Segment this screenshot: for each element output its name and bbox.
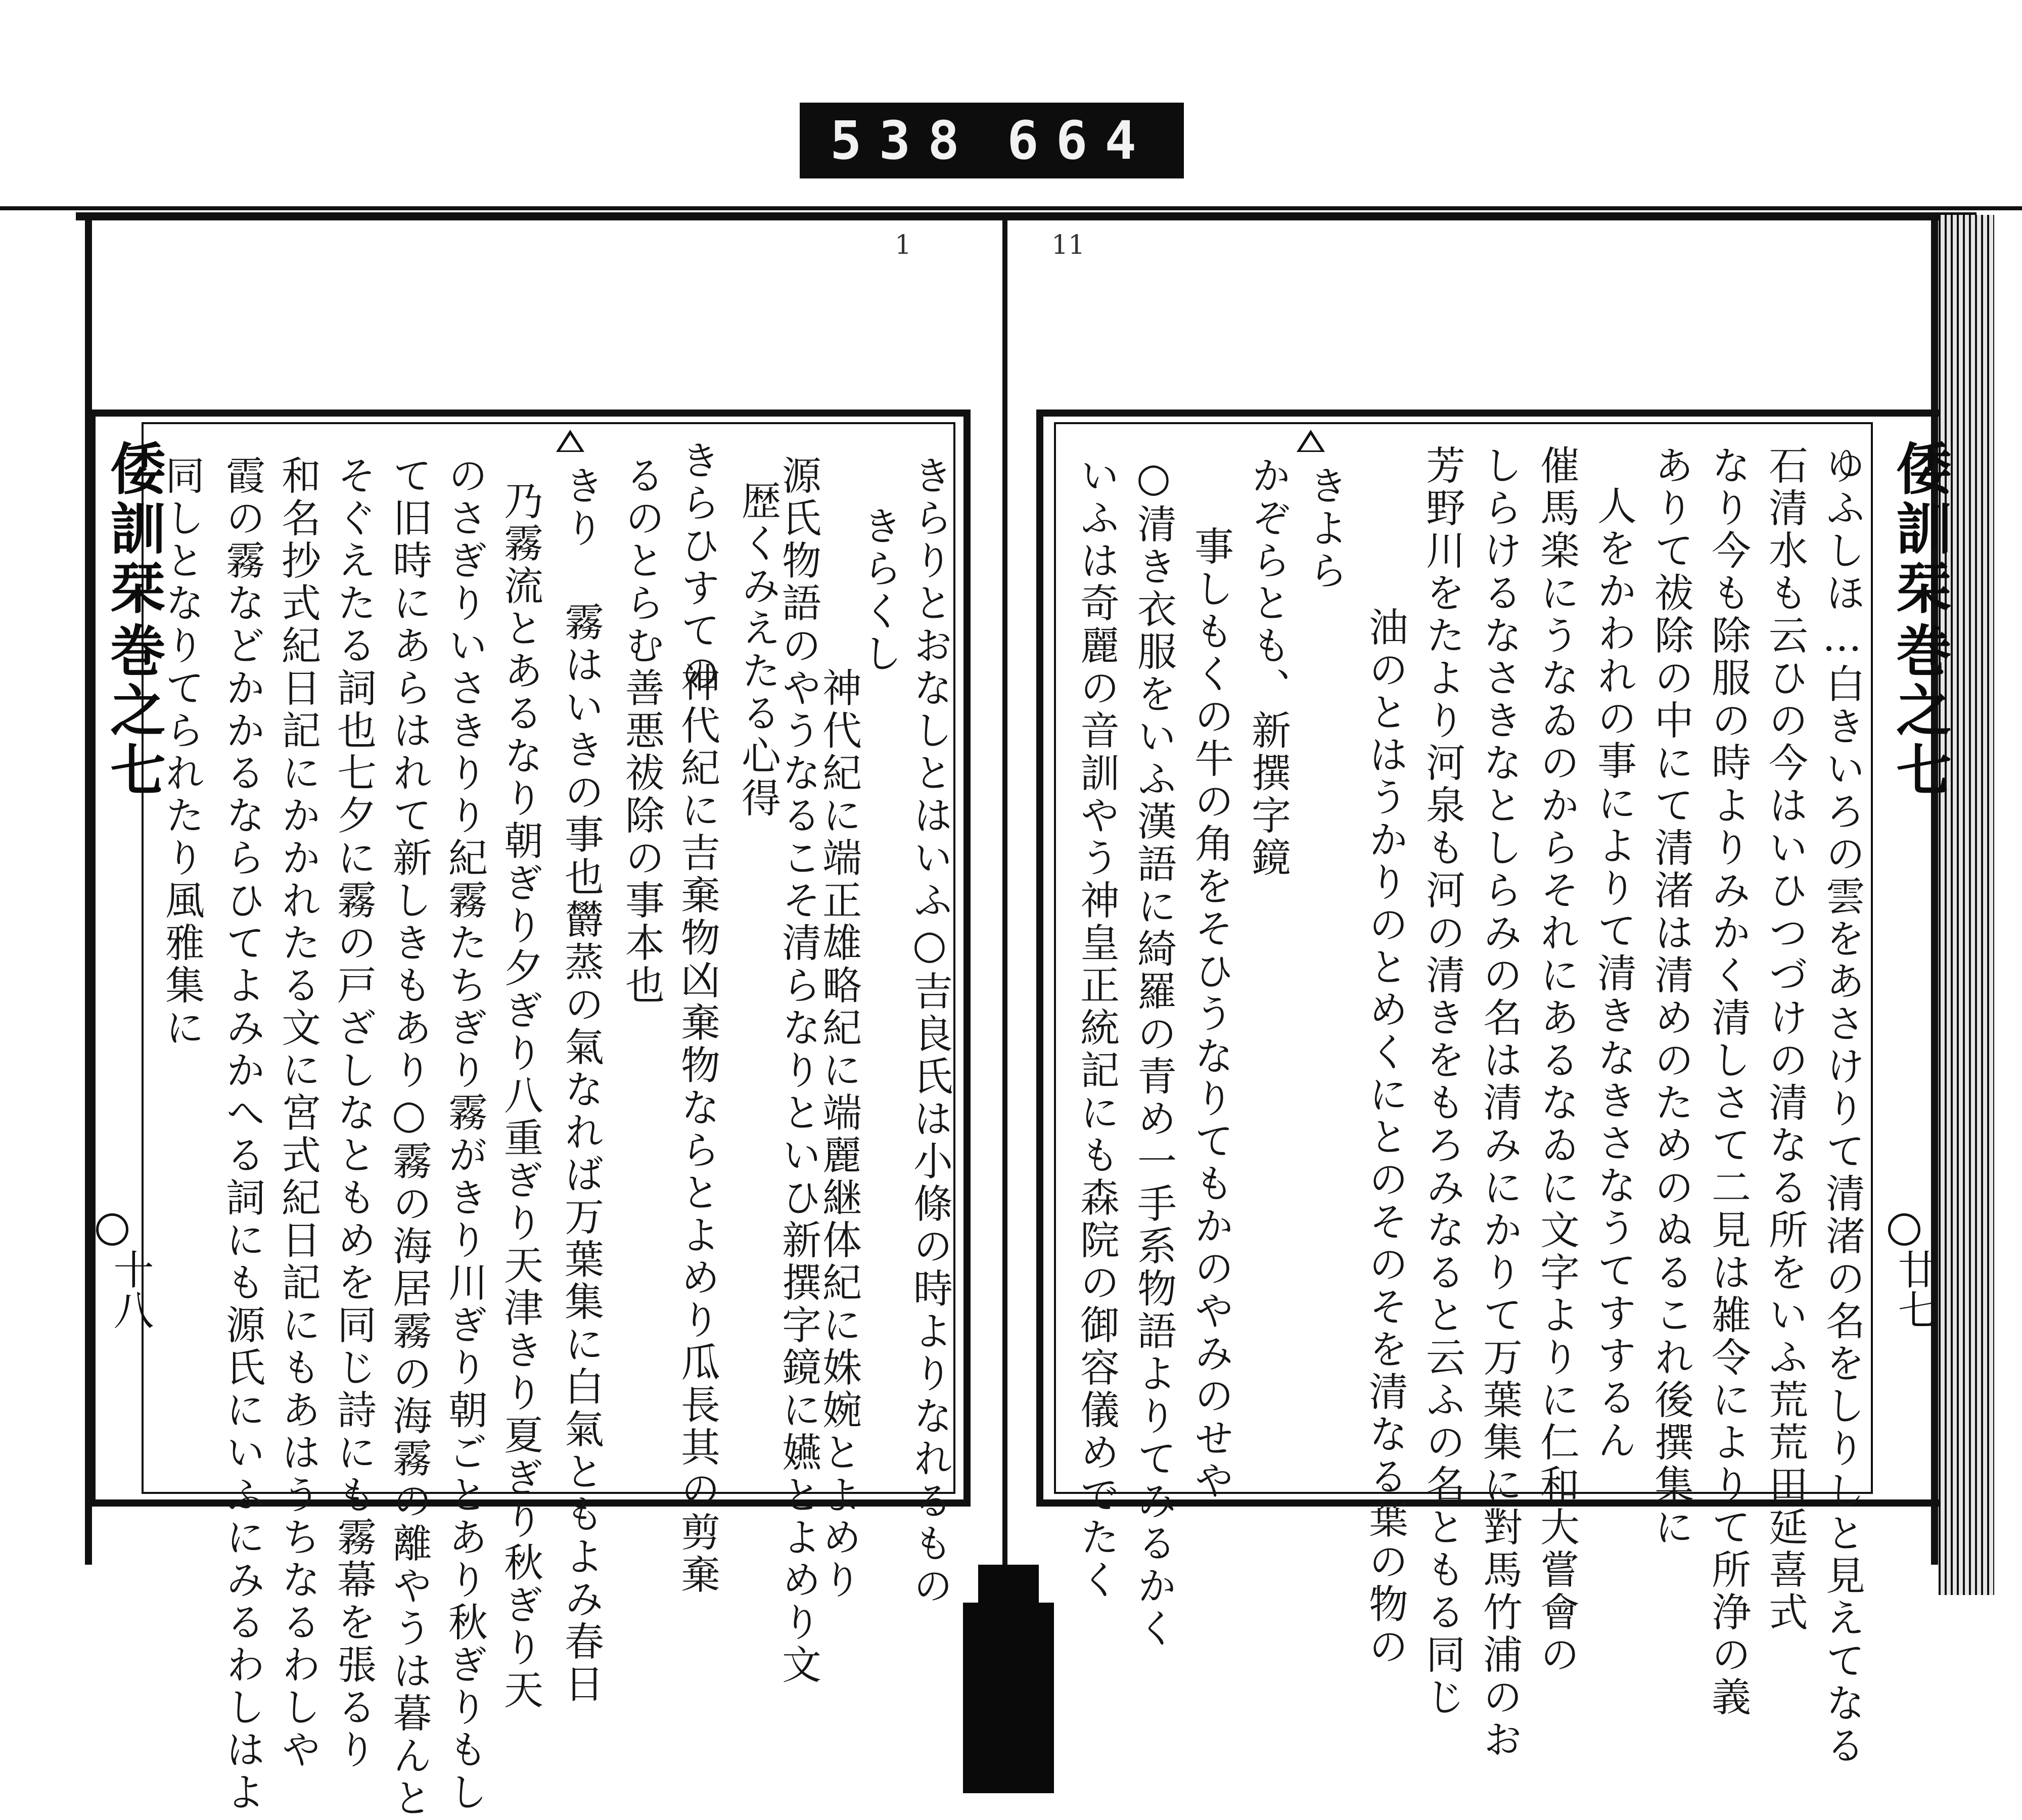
right-text-column: 芳野川をたより河泉も河の清きをもろみなると云ふの名ともる同じ: [1419, 445, 1465, 1719]
left-text-column: 霞の霧などかかるならひてよみかへる詞にも源氏にいふにみるわしはよ: [219, 455, 265, 1814]
left-page-volume: 巻之七: [101, 622, 166, 801]
right-text-column: きよら: [1302, 465, 1348, 593]
left-text-column: 神代紀に端正雄略紀に端麗継体紀に姝婉とよめり: [816, 667, 861, 1602]
reel-number-right: 664: [1007, 110, 1154, 171]
reel-label: [800, 103, 1184, 178]
left-text-column: て旧時にあらはれて新しきもあり○霧の海居霧の海霧の離やうは暮んと: [386, 455, 432, 1820]
right-text-column: かぞらとも、新撰字鏡: [1245, 455, 1291, 880]
left-text-column: そぐえたる詞也七夕に霧の戸ざしなともめを同じ詩にも霧幕を張るり: [331, 455, 376, 1771]
left-text-column: 歴くみえたる心得: [735, 480, 780, 820]
left-text-column: 神代紀に吉棄物凶棄物ならとよめり瓜長其の剪棄: [674, 662, 720, 1597]
scan-top-border: [0, 206, 2022, 210]
right-text-column: なり今も除服の時よりみかく清しさて二見は雑令によりて所浄の義: [1705, 445, 1751, 1719]
left-section-triangle: [556, 430, 584, 452]
right-text-column: ○清き衣服をいふ漢語に綺羅の青め一手系物語よりてみるかく: [1131, 455, 1176, 1650]
right-section-triangle: [1297, 430, 1325, 452]
left-text-column: 同しとなりてられたり風雅集に: [159, 455, 204, 1050]
left-text-column: 霧はいきの事也欝蒸の氣なれば万葉集に白氣ともよみ春日: [558, 602, 604, 1706]
right-text-column: ありて祓除の中にて清渚は清めのためのぬるこれ後撰集に: [1648, 445, 1693, 1549]
right-text-column: 人をかわれの事によりて清きなきさなうてすするん: [1591, 485, 1636, 1462]
right-text-column: 石清水も云ひの今はいひつづけの清なる所をいふ荒荒田延喜式: [1762, 445, 1808, 1634]
left-text-column: きらひすての: [674, 440, 720, 695]
left-text-column: きらくし: [856, 506, 902, 675]
right-text-column: しらけるなさきなとしらみの名は清みにかりて万葉集に對馬竹浦のお: [1477, 445, 1522, 1761]
right-header-mark: 11: [1051, 230, 1085, 260]
left-page-circle: [96, 1213, 128, 1246]
right-text-column: ゆふしほ…白きいろの雲をあさけりて清渚の名をしりしと見えてなる: [1819, 445, 1865, 1767]
right-text-column: いふは奇麗の音訓やう神皇正統記にも森院の御容儀めでたく: [1074, 455, 1119, 1602]
binding-clip-base: [963, 1603, 1054, 1793]
book-spine: [1002, 212, 1007, 1577]
right-text-column: 事しもくの牛の角をそひうなりてもかのやみのせや: [1188, 526, 1233, 1503]
left-text-column: きらりとおなしとはいふ○吉良氏は小條の時よりなれるもの: [907, 455, 952, 1608]
right-page-edge: [1931, 215, 1938, 1565]
left-page-number: 十八: [107, 1249, 154, 1330]
left-text-column: のさぎりいさきりり紀霧たちぎり霧がきり川ぎり朝ごとあり秋ぎりもし: [442, 455, 487, 1814]
right-page-number: 廿七: [1891, 1249, 1938, 1330]
left-header-mark: 1: [895, 230, 912, 260]
left-text-column: 源氏物語のやうなるこそ清らなりといひ新撰字鏡に嬿とよめり文: [775, 455, 821, 1687]
left-text-column: るのとらむ善悪祓除の事本也: [619, 455, 664, 1007]
book-top-edge: [76, 212, 1977, 220]
right-text-column: 油のとはうかりのとめくにとのそのそを清なる葉の物の: [1362, 607, 1408, 1668]
right-text-column: 催馬楽にうなゐのからそれにあるなゐに文字よりに仁和大嘗會の: [1534, 445, 1579, 1676]
right-page-title: 倭訓栞: [1887, 440, 1952, 619]
reel-number-left: 538: [830, 110, 977, 171]
left-text-column: きり: [558, 465, 604, 550]
right-page-stack: [1939, 215, 1994, 1595]
right-page-circle: [1888, 1213, 1920, 1246]
right-page-volume: 巻之七: [1887, 622, 1952, 801]
left-page-title: 倭訓栞: [101, 440, 166, 619]
left-text-column: 和名抄式紀日記にかかれたる文に宮式紀日記にもあはうちなるわしや: [275, 455, 320, 1771]
left-text-column: 乃霧流とあるなり朝ぎり夕ぎり八重ぎり天津きり夏ぎり秋ぎり天: [497, 480, 543, 1712]
